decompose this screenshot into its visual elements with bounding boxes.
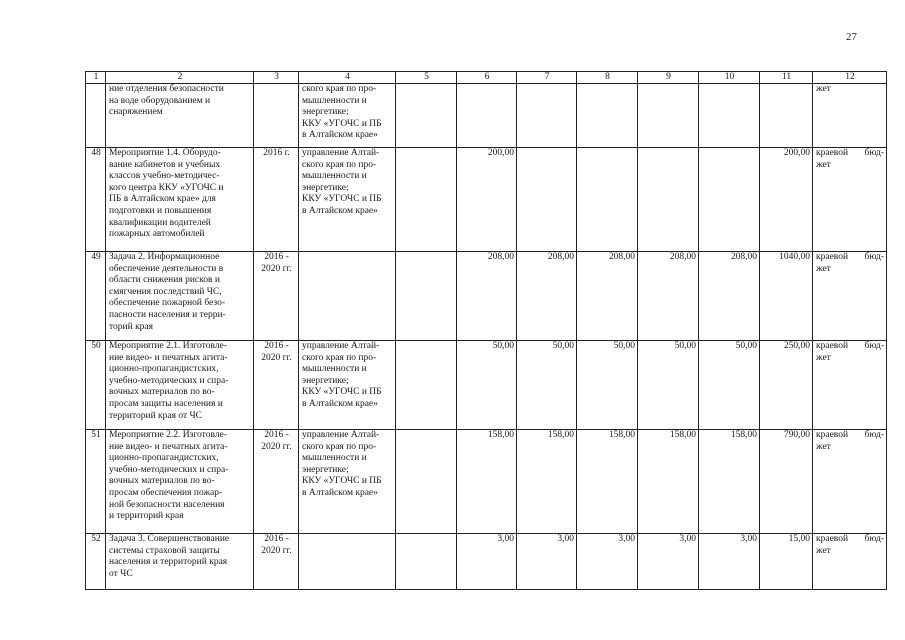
amount-c10: 208,00 [699,252,760,341]
amount-c11: 15,00 [760,534,813,590]
activity-name-line: просам защиты населения и [109,398,223,409]
activity-name [106,341,254,430]
amount-c9: 3,00 [638,534,699,590]
amount-c5 [396,534,457,590]
row-number: 51 [86,430,106,534]
activity-name-line: пасности населения и терри- [109,309,226,320]
executor [299,430,396,534]
table-row [86,534,887,590]
amount-c8: 50,00 [577,341,638,430]
amount-c5 [396,430,457,534]
period: 2016 - 2020 гг. [254,341,299,430]
amount-c5 [396,84,457,148]
activity-name-line: ние видео- и печатных агита- [109,441,228,452]
executor-line: ККУ «УГОЧС и ПБ [302,194,382,205]
activity-name-line: ПБ в Алтайском крае» для [109,194,216,205]
column-number: 5 [396,72,457,84]
executor-line: в Алтайском крае» [302,398,378,409]
column-number: 10 [699,72,760,84]
amount-c7 [517,84,577,148]
amount-c5 [396,252,457,341]
activity-name-line: Задача 3. Совершенствование [109,534,230,544]
amount-c11 [760,84,813,148]
activity-name [106,430,254,534]
column-number: 6 [457,72,517,84]
funding-source: краевой бюд- жет [813,252,887,341]
amount-c11: 1040,00 [760,252,813,341]
activity-name-line: вочных материалов по во- [109,476,215,487]
table-row [86,430,887,534]
activity-name [106,534,254,590]
executor-line: ККУ «УГОЧС и ПБ [302,387,382,398]
amount-c11: 790,00 [760,430,813,534]
activity-name-line: ние видео- и печатных агита- [109,352,228,363]
executor-line: мышленности и [302,453,367,464]
amount-c6: 158,00 [457,430,517,534]
amount-c8 [577,148,638,252]
amount-c7 [517,148,577,252]
column-number: 4 [299,72,396,84]
executor-line: энергетике; [302,107,349,118]
activity-name-line: учебно-методических и спра- [109,375,229,386]
activity-name [106,148,254,252]
executor-line: ского края по про- [302,159,377,170]
executor-line: в Алтайском крае» [302,205,378,216]
column-number: 9 [638,72,699,84]
funding-source: краевой бюд- жет [813,430,887,534]
row-number: 48 [86,148,106,252]
executor-line: ККУ «УГОЧС и ПБ [302,476,382,487]
executor-line: энергетике; [302,182,349,193]
amount-c9: 208,00 [638,252,699,341]
executor-line: в Алтайском крае» [302,487,378,498]
executor-line: управление Алтай- [302,341,380,351]
activity-name-line: Мероприятие 1.4. Оборудо- [109,148,221,158]
page-number: 27 [846,31,857,43]
activity-name-line: пожарных автомобилей [109,229,205,240]
period: 2016 г. [254,148,299,252]
amount-c7: 50,00 [517,341,577,430]
funding-source: краевой бюд- жет [813,148,887,252]
activity-name-line: подготовки и повышения [109,205,212,216]
activity-name-line: кого центра ККУ «УГОЧС и [109,182,224,193]
period: 2016 - 2020 гг. [254,430,299,534]
amount-c9 [638,148,699,252]
row-number: 49 [86,252,106,341]
activity-name-line: населения и территорий края [109,557,228,568]
column-number: 3 [254,72,299,84]
activity-name-line: ной безопасности населения [109,499,225,510]
funding-source: жет [813,84,887,148]
activity-name-line: смягчения последствий ЧС, [109,286,222,297]
executor-line: мышленности и [302,95,367,106]
activity-name-line: классов учебно-методичес- [109,171,220,182]
amount-c5 [396,341,457,430]
activity-name-line: от ЧС [109,568,133,579]
activity-name-line: обеспечение деятельности в [109,263,224,274]
amount-c10 [699,84,760,148]
activity-name-line: квалификации водителей [109,217,211,228]
activity-name-line: ционно-пропагандистских, [109,453,219,464]
row-number: 50 [86,341,106,430]
amount-c6: 208,00 [457,252,517,341]
amount-c10: 158,00 [699,430,760,534]
executor-line: ского края по про- [302,441,377,452]
executor-line: управление Алтай- [302,148,380,158]
amount-c10: 50,00 [699,341,760,430]
amount-c9: 158,00 [638,430,699,534]
amount-c6: 3,00 [457,534,517,590]
executor [299,341,396,430]
executor-line: управление Алтай- [302,430,380,440]
amount-c8: 208,00 [577,252,638,341]
amount-c7: 158,00 [517,430,577,534]
executor-line: мышленности и [302,171,367,182]
activity-name [106,84,254,148]
period: 2016 - 2020 гг. [254,534,299,590]
amount-c6 [457,84,517,148]
table-row [86,341,887,430]
activity-name [106,252,254,341]
activity-name-line: учебно-методических и спра- [109,464,229,475]
column-number: 11 [760,72,813,84]
executor-line: ского края по про- [302,84,377,94]
executor [299,148,396,252]
executor [299,534,396,590]
table-row [86,84,887,148]
activity-name-line: Мероприятие 2.2. Изготовле- [109,430,227,440]
activity-name-line: вочных материалов по во- [109,387,215,398]
period: 2016 - 2020 гг. [254,252,299,341]
amount-c11: 250,00 [760,341,813,430]
activity-name-line: ние отделения безопасности [109,84,224,94]
period [254,84,299,148]
table-row [86,252,887,341]
activity-name-line: ционно-пропагандистских, [109,364,219,375]
activity-name-line: на воде оборудованием и [109,95,211,106]
amount-c7: 3,00 [517,534,577,590]
funding-source: краевой бюд- жет [813,534,887,590]
row-number [86,84,106,148]
row-number: 52 [86,534,106,590]
column-number: 12 [813,72,887,84]
activity-name-line: Задача 2. Информационное [109,252,220,262]
column-number: 7 [517,72,577,84]
amount-c11: 200,00 [760,148,813,252]
executor-line: ского края по про- [302,352,377,363]
executor-line: ККУ «УГОЧС и ПБ [302,118,382,129]
amount-c7: 208,00 [517,252,577,341]
amount-c6: 50,00 [457,341,517,430]
amount-c10: 3,00 [699,534,760,590]
column-number: 2 [106,72,254,84]
activity-name-line: вание кабинетов и учебных [109,159,221,170]
executor [299,84,396,148]
activity-name-line: и территорий края [109,511,184,522]
program-table [85,71,887,590]
activity-name-line: территорий края от ЧС [109,410,203,421]
amount-c5 [396,148,457,252]
table-row [86,148,887,252]
column-number: 8 [577,72,638,84]
activity-name-line: снаряжением [109,107,163,118]
activity-name-line: торий края [109,321,154,332]
executor-line: в Алтайском крае» [302,130,378,141]
amount-c8: 3,00 [577,534,638,590]
executor-line: энергетике; [302,464,349,475]
header-row [86,72,887,84]
amount-c8: 158,00 [577,430,638,534]
activity-name-line: области снижения рисков и [109,275,220,286]
amount-c8 [577,84,638,148]
funding-source: краевой бюд- жет [813,341,887,430]
activity-name-line: системы страховой защиты [109,545,220,556]
activity-name-line: Мероприятие 2.1. Изготовле- [109,341,227,351]
executor-line: энергетике; [302,375,349,386]
executor [299,252,396,341]
column-number: 1 [86,72,106,84]
executor-line: мышленности и [302,364,367,375]
amount-c9 [638,84,699,148]
activity-name-line: обеспечение пожарной безо- [109,298,226,309]
amount-c9: 50,00 [638,341,699,430]
amount-c10 [699,148,760,252]
amount-c6: 200,00 [457,148,517,252]
activity-name-line: просам обеспечения пожар- [109,487,223,498]
